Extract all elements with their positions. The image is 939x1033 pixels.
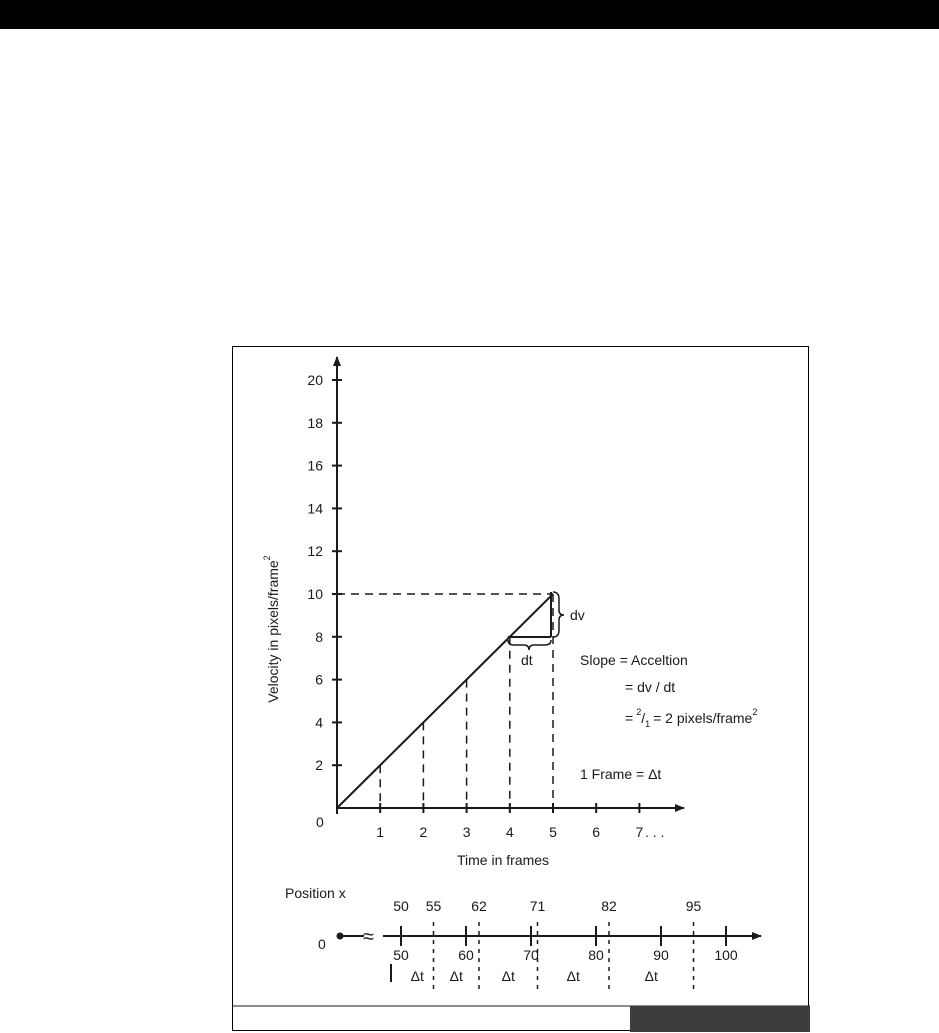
- slope-line-2: = dv / dt: [625, 679, 676, 695]
- position-top-value: 95: [685, 898, 702, 914]
- position-dt-label: Δt: [501, 968, 515, 984]
- frame-note: 1 Frame = Δt: [580, 766, 662, 782]
- position-tick-label: 50: [393, 947, 409, 963]
- position-top-value: 71: [529, 898, 546, 914]
- position-tick-label: 90: [653, 947, 669, 963]
- y-tick-label: 2: [315, 757, 323, 774]
- y-tick-label: 4: [315, 714, 323, 731]
- y-tick-label: 8: [315, 628, 323, 645]
- position-dt-label: Δt: [566, 968, 580, 984]
- x-tick-label: 2: [419, 824, 428, 840]
- x-axis-label: Time in frames: [457, 852, 550, 868]
- y-axis-label: Velocity in pixels/frame$^2$: [262, 555, 281, 703]
- y-tick-label: 18: [307, 414, 323, 431]
- x-tick-label: 7: [635, 824, 644, 840]
- position-tick-label: 70: [523, 947, 539, 963]
- origin-label: 0: [316, 814, 324, 830]
- slope-line-3: = $^2/_1 = 2$ pixels/frame$^2$: [625, 707, 758, 729]
- dt-bracket: [508, 640, 551, 650]
- figure-frame: [232, 346, 809, 1031]
- dv-label: dv: [570, 607, 585, 623]
- position-top-value: 50: [393, 898, 409, 914]
- position-dt-labels: [411, 968, 658, 984]
- dashed-drop-lines: [380, 594, 553, 808]
- position-origin-label: 0: [318, 936, 326, 952]
- x-tick-label: 5: [549, 824, 557, 840]
- y-tick-label: 14: [307, 500, 323, 517]
- position-top-value: 82: [601, 898, 617, 914]
- position-tick-label: 100: [714, 947, 738, 963]
- slope-line-1: Slope = Acceltion: [580, 652, 688, 668]
- position-axis-break: ≈: [363, 926, 374, 948]
- y-tick-label: 20: [307, 372, 323, 388]
- velocity-time-figure: [233, 347, 810, 1032]
- x-axis-ellipsis: . . .: [645, 824, 665, 840]
- position-dt-label: Δt: [449, 968, 463, 984]
- dt-label: dt: [521, 652, 533, 668]
- position-solid-ticks: [391, 926, 738, 982]
- series-line: [337, 594, 553, 808]
- position-tick-label: 80: [588, 947, 604, 963]
- dv-bracket: [553, 592, 564, 637]
- x-tick-label: 3: [462, 824, 471, 840]
- position-label: Position x: [285, 885, 346, 901]
- x-tick-label: 4: [505, 824, 514, 840]
- top-black-bar: [0, 0, 939, 29]
- position-tick-label: 60: [458, 947, 474, 963]
- position-dt-label: Δt: [644, 968, 658, 984]
- y-tick-label: 16: [307, 457, 323, 474]
- y-tick-label: 10: [307, 586, 323, 602]
- y-tick-label: 6: [315, 671, 323, 688]
- footer-dark-block: [630, 1006, 810, 1032]
- y-tick-label: 12: [307, 543, 323, 560]
- x-tick-label: 6: [592, 824, 601, 840]
- position-top-value: 55: [425, 898, 442, 914]
- x-tick-label: 1: [376, 824, 385, 840]
- position-top-value: 62: [471, 898, 487, 914]
- position-dt-label: Δt: [410, 968, 424, 984]
